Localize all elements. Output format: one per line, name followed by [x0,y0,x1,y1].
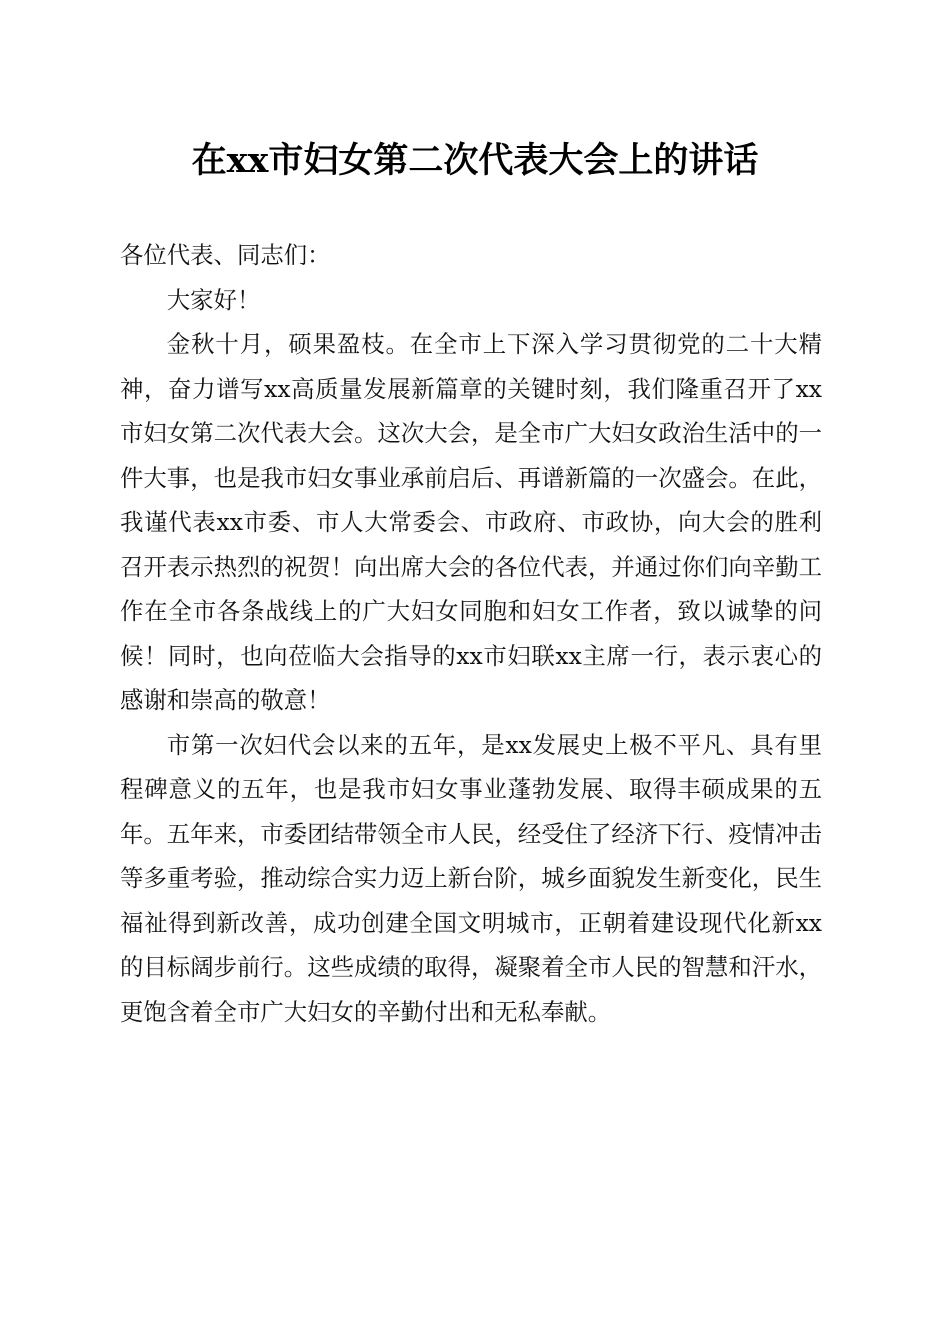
document-title: 在xx市妇女第二次代表大会上的讲话 [191,140,759,181]
salutation: 各位代表、同志们： [120,241,331,269]
document-body [120,233,822,1034]
paragraph-greeting: 大家好！ [166,285,261,314]
paragraph-review: 市第一次妇代会以来的五年，是xx发展史上极不平凡、具有里程碑意义的五年，也是我市妇女事业蓬勃发展、取得丰硕成果的五年。五年来，市委团结带领全市人民，经受住了经济下行、疫情冲击等多重考验，推动综合实力迈上新台阶，城乡面貌发生新变化，民生福祉得到新改善，成功创建全国文明城市，正朝着建设现代化新xx的目标阔步前行。这些成绩的取得，凝聚着全市人民的智慧和汗水，更饱含着全市广大妇女的辛勤付出和无私奉献。 [120,730,822,1026]
paragraph-opening: 金秋十月，硕果盈枝。在全市上下深入学习贯彻党的二十大精神，奋力谱写xx高质量发展新篇章的关键时刻，我们隆重召开了xx市妇女第二次代表大会。这次大会，是全市广大妇女政治生活中的一件大事，也是我市妇女事业承前启后、再谱新篇的一次盛会。在此，我谨代表xx市委、市人大常委会、市政府、市政协，向大会的胜利召开表示热烈的祝贺！向出席大会的各位代表，并通过你们向辛勤工作在全市各条战线上的广大妇女同胞和妇女工作者，致以诚挚的问候！同时，也向莅临大会指导的xx市妇联xx主席一行，表示衷心的感谢和崇高的敬意！ [120,330,822,714]
